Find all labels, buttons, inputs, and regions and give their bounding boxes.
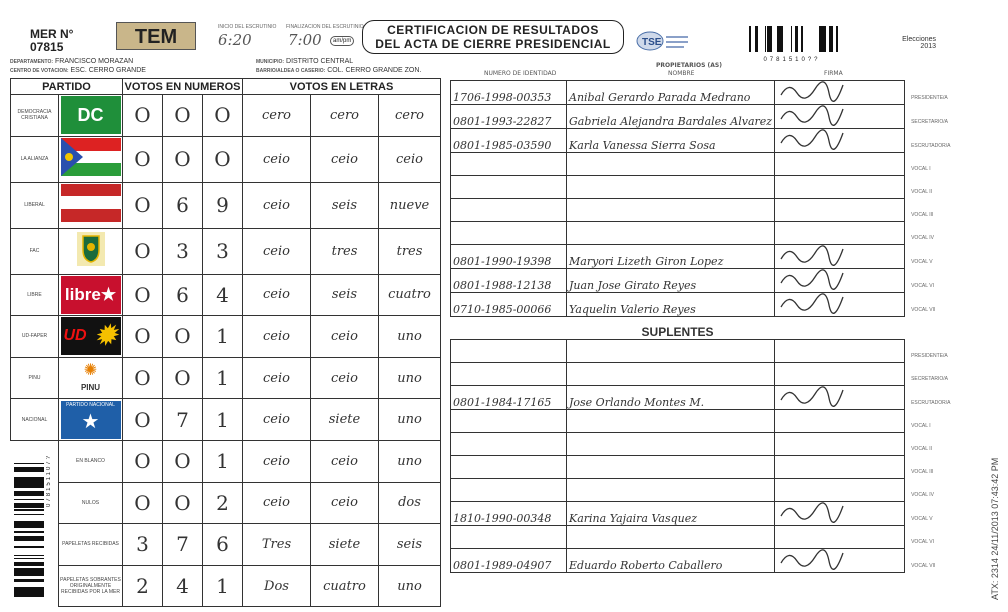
barrio-value: COL. CERRO GRANDE ZON.: [327, 67, 422, 74]
signature-mark-icon: [777, 386, 847, 406]
mer-label: MER N°: [30, 27, 74, 41]
vote-digit: O: [163, 136, 203, 182]
votes-table: [10, 78, 441, 607]
vote-digit: 1: [203, 357, 243, 399]
member-name: [567, 456, 775, 479]
vote-word: ceio: [243, 440, 311, 482]
member-role: VOCAL VII: [911, 562, 936, 569]
member-role: VOCAL IV: [911, 491, 934, 498]
vote-digit: 2: [203, 482, 243, 524]
member-name: Yaquelin Valerio Reyes: [567, 293, 775, 317]
member-name: Karina Yajaira Vasquez: [567, 502, 775, 526]
role-cell: [905, 433, 933, 456]
party-name: PINU: [11, 357, 59, 399]
member-role: VOCAL VI: [911, 282, 934, 289]
vote-word: cuatro: [311, 565, 379, 607]
vote-word: cero: [379, 95, 441, 137]
member-row: [451, 81, 910, 105]
member-row: [451, 105, 910, 129]
member-id: 0710-1985-00066: [451, 293, 567, 317]
vote-word: uno: [379, 565, 441, 607]
member-id: [451, 456, 567, 479]
role-cell: [905, 245, 933, 269]
party-row: [11, 357, 441, 399]
vote-word: siete: [311, 524, 379, 566]
member-name: [567, 479, 775, 502]
member-signature: [775, 340, 905, 363]
department-line: DEPARTAMENTO: FRANCISCO MORAZAN: [10, 58, 134, 65]
liberal-flag-icon: [61, 184, 121, 222]
start-time: 6:20: [218, 31, 252, 49]
signature-label: FIRMA: [824, 70, 843, 77]
letras-header: VOTOS EN LETRAS: [243, 79, 441, 95]
member-role: ESCRUTADOR/A: [911, 399, 951, 406]
vote-digit: 9: [203, 182, 243, 228]
suplentes-row: [451, 317, 910, 340]
party-name: LIBERAL: [11, 182, 59, 228]
role-cell: [905, 502, 933, 526]
center-line: CENTRO DE VOTACION: ESC. CERRO GRANDE: [10, 67, 146, 74]
member-row: [451, 199, 910, 222]
total-name: PAPELETAS RECIBIDAS: [59, 524, 123, 566]
member-name: [567, 199, 775, 222]
end-time: 7:00: [288, 31, 322, 49]
member-name: Maryori Lizeth Giron Lopez: [567, 245, 775, 269]
member-signature: [775, 129, 905, 153]
vote-word: Tres: [243, 524, 311, 566]
signature-mark-icon: [777, 81, 847, 101]
role-cell: [905, 153, 931, 176]
member-signature: [775, 479, 905, 502]
member-row: [451, 386, 910, 410]
vote-digit: O: [123, 440, 163, 482]
role-cell: [905, 129, 951, 153]
tem-badge: TEM: [116, 22, 196, 50]
signature-mark-icon: [777, 269, 847, 289]
member-row: [451, 433, 910, 456]
tse-logo-icon: [636, 30, 690, 52]
member-row: [451, 340, 910, 363]
vote-digit: O: [203, 136, 243, 182]
member-id: [451, 199, 567, 222]
member-role: VOCAL IV: [911, 234, 934, 241]
member-row: [451, 176, 910, 199]
member-role: VOCAL I: [911, 165, 931, 172]
vote-word: tres: [311, 228, 379, 274]
vote-digit: O: [123, 482, 163, 524]
vote-digit: 1: [203, 440, 243, 482]
member-row: [451, 245, 910, 269]
title-line-2: DEL ACTA DE CIERRE PRESIDENCIAL: [375, 37, 611, 51]
total-name: NULOS: [59, 482, 123, 524]
party-logo: [59, 316, 123, 358]
svg-text:TSE: TSE: [642, 37, 662, 48]
member-signature: [775, 502, 905, 526]
end-time-label: FINALIZACION DEL ESCRUTINIO: [286, 24, 364, 30]
signature-mark-icon: [777, 549, 847, 569]
role-cell: [905, 199, 934, 222]
vote-digit: 3: [163, 228, 203, 274]
member-name: [567, 222, 775, 245]
member-signature: [775, 153, 905, 176]
party-name: LIBRE: [11, 274, 59, 316]
vote-digit: 7: [163, 399, 203, 441]
member-name: Gabriela Alejandra Bardales Alvarez: [567, 105, 775, 129]
member-signature: [775, 526, 905, 549]
member-id: 1810-1990-00348: [451, 502, 567, 526]
department-value: FRANCISCO MORAZAN: [55, 58, 134, 65]
vote-digit: 1: [203, 565, 243, 607]
municipality-value: DISTRITO CENTRAL: [286, 58, 354, 65]
party-logo: [59, 274, 123, 316]
member-id: [451, 363, 567, 386]
vote-word: seis: [311, 182, 379, 228]
total-row: [11, 524, 441, 566]
member-id: 0801-1988-12138: [451, 269, 567, 293]
role-cell: [905, 549, 936, 573]
role-cell: [905, 176, 933, 199]
total-name: PAPELETAS SOBRANTES ORIGINALMENTE RECIBIDAS POR LA MER: [59, 565, 123, 607]
vote-word: ceio: [243, 482, 311, 524]
vote-word: uno: [379, 316, 441, 358]
vote-word: ceio: [243, 357, 311, 399]
member-role: VOCAL III: [911, 468, 934, 475]
role-cell: [905, 410, 931, 433]
ud-logo-icon: UD ✹: [61, 317, 121, 355]
member-id: [451, 340, 567, 363]
party-logo: [59, 182, 123, 228]
suplentes-label: SUPLENTES: [451, 317, 905, 340]
signature-mark-icon: [777, 245, 847, 265]
vote-word: ceio: [243, 228, 311, 274]
member-name: [567, 433, 775, 456]
vote-digit: 1: [203, 399, 243, 441]
role-cell: [905, 386, 951, 410]
member-signature: [775, 269, 905, 293]
member-signature: [775, 433, 905, 456]
vote-word: ceio: [243, 182, 311, 228]
member-row: [451, 363, 910, 386]
member-signature: [775, 363, 905, 386]
party-name: UD-FAPER: [11, 316, 59, 358]
member-id: 0801-1993-22827: [451, 105, 567, 129]
vote-word: uno: [379, 357, 441, 399]
vote-word: ceio: [311, 482, 379, 524]
vote-digit: 2: [123, 565, 163, 607]
party-logo: [59, 95, 123, 137]
member-id: 0801-1984-17165: [451, 386, 567, 410]
owners-label: PROPIETARIOS (AS): [656, 62, 722, 69]
vote-word: Dos: [243, 565, 311, 607]
vote-word: dos: [379, 482, 441, 524]
member-signature: [775, 199, 905, 222]
id-column-label: NUMERO DE IDENTIDAD: [484, 70, 557, 77]
member-name: Eduardo Roberto Caballero: [567, 549, 775, 573]
vote-digit: O: [163, 440, 203, 482]
member-name: [567, 176, 775, 199]
vote-digit: 6: [163, 274, 203, 316]
total-row: [11, 440, 441, 482]
barrio-line: BARRIO/ALDEA O CASERIO: COL. CERRO GRANDE ZON.: [256, 67, 422, 74]
vote-word: ceio: [243, 316, 311, 358]
fac-shield-icon: [61, 230, 121, 268]
pinu-logo-icon: ✺ PINU: [61, 359, 121, 397]
elections-logo: [886, 36, 936, 60]
member-signature: [775, 456, 905, 479]
signature-mark-icon: [777, 105, 847, 125]
role-cell: [905, 269, 934, 293]
alianza-flag-icon: [61, 138, 121, 176]
vote-digit: O: [123, 182, 163, 228]
party-name: DEMOCRACIA CRISTIANA: [11, 95, 59, 137]
role-cell: [905, 479, 934, 502]
member-role: PRESIDENTE/A: [911, 352, 948, 359]
role-cell: [905, 293, 936, 317]
party-name: FAC: [11, 228, 59, 274]
partido-header: PARTIDO: [11, 79, 123, 95]
member-id: 1706-1998-00353: [451, 81, 567, 105]
vote-digit: 6: [203, 524, 243, 566]
member-role: VOCAL V: [911, 515, 933, 522]
numeros-header: VOTOS EN NUMEROS: [123, 79, 243, 95]
vote-word: cero: [311, 95, 379, 137]
member-row: [451, 410, 910, 433]
member-signature: [775, 410, 905, 433]
vote-digit: O: [123, 274, 163, 316]
vote-word: uno: [379, 399, 441, 441]
libre-logo-icon: libre★: [61, 276, 121, 314]
vote-word: uno: [379, 440, 441, 482]
member-name: Juan Jose Girato Reyes: [567, 269, 775, 293]
member-row: [451, 269, 910, 293]
member-name: Karla Vanessa Sierra Sosa: [567, 129, 775, 153]
member-row: [451, 129, 910, 153]
barcode-top-icon: [744, 26, 840, 63]
side-barcode-number: 078151107?: [46, 454, 52, 507]
party-row: [11, 399, 441, 441]
member-row: [451, 526, 910, 549]
party-row: [11, 316, 441, 358]
party-logo: [59, 357, 123, 399]
party-row: [11, 228, 441, 274]
vote-digit: 7: [163, 524, 203, 566]
vote-digit: O: [123, 228, 163, 274]
member-id: [451, 526, 567, 549]
member-id: [451, 222, 567, 245]
member-name: Jose Orlando Montes M.: [567, 386, 775, 410]
vote-digit: 1: [203, 316, 243, 358]
elections-year: Elecciones 2013: [902, 36, 936, 50]
votes-table-header: [11, 79, 441, 95]
member-id: [451, 176, 567, 199]
member-role: ESCRUTADOR/A: [911, 142, 951, 149]
party-logo: [59, 399, 123, 441]
member-signature: [775, 386, 905, 410]
member-role: VOCAL VII: [911, 306, 936, 313]
member-row: [451, 222, 910, 245]
role-cell: [905, 222, 934, 245]
member-id: [451, 153, 567, 176]
municipality-line: MUNICIPIO: DISTRITO CENTRAL: [256, 58, 354, 65]
member-id: 0801-1990-19398: [451, 245, 567, 269]
member-role: VOCAL II: [911, 445, 933, 452]
vote-digit: O: [163, 316, 203, 358]
member-role: VOCAL VI: [911, 538, 934, 545]
start-time-label: INICIO DEL ESCRUTINIO: [218, 24, 277, 30]
member-row: [451, 502, 910, 526]
member-signature: [775, 176, 905, 199]
vote-word: cuatro: [379, 274, 441, 316]
nacional-logo-icon: PARTIDO NACIONAL ★: [61, 401, 121, 439]
member-signature: [775, 105, 905, 129]
vote-word: tres: [379, 228, 441, 274]
member-row: [451, 456, 910, 479]
member-role: SECRETARIO/A: [911, 375, 948, 382]
member-id: [451, 479, 567, 502]
vote-digit: O: [163, 357, 203, 399]
member-id: 0801-1985-03590: [451, 129, 567, 153]
timestamp-stamp: ATX: 2314 24/11/2013 07:43:42 PM: [990, 457, 1000, 600]
owners-name-label: NOMBRE: [668, 70, 695, 77]
member-signature: [775, 81, 905, 105]
party-logo: [59, 228, 123, 274]
member-role: VOCAL III: [911, 211, 934, 218]
vote-digit: O: [203, 95, 243, 137]
signature-mark-icon: [777, 129, 847, 149]
vote-digit: O: [123, 357, 163, 399]
vote-word: seis: [379, 524, 441, 566]
vote-digit: 6: [163, 182, 203, 228]
party-logo: [59, 136, 123, 182]
member-signature: [775, 245, 905, 269]
members-table: [450, 80, 951, 573]
party-row: [11, 136, 441, 182]
member-role: VOCAL I: [911, 422, 931, 429]
vote-digit: O: [123, 316, 163, 358]
member-role: VOCAL V: [911, 258, 933, 265]
party-name: NACIONAL: [11, 399, 59, 441]
member-role: SECRETARIO/A: [911, 118, 948, 125]
vote-digit: O: [123, 399, 163, 441]
member-name: [567, 526, 775, 549]
title-line-1: CERTIFICACION DE RESULTADOS: [387, 23, 599, 37]
member-signature: [775, 293, 905, 317]
party-name: LA ALIANZA: [11, 136, 59, 182]
member-row: [451, 153, 910, 176]
member-id: [451, 410, 567, 433]
member-role: PRESIDENTE/A: [911, 94, 948, 101]
member-row: [451, 479, 910, 502]
signature-mark-icon: [777, 293, 847, 313]
vote-word: cero: [243, 95, 311, 137]
vote-digit: 4: [163, 565, 203, 607]
vote-word: ceio: [311, 316, 379, 358]
dc-logo-icon: DC: [61, 96, 121, 134]
vote-digit: 4: [203, 274, 243, 316]
vote-word: ceio: [243, 274, 311, 316]
vote-word: ceio: [243, 136, 311, 182]
member-id: [451, 433, 567, 456]
center-value: ESC. CERRO GRANDE: [70, 67, 146, 74]
role-cell: [905, 81, 948, 105]
role-cell: [905, 456, 934, 479]
vote-digit: 3: [123, 524, 163, 566]
document-title: [362, 20, 624, 54]
role-cell: [905, 340, 948, 363]
member-name: Anibal Gerardo Parada Medrano: [567, 81, 775, 105]
party-row: [11, 274, 441, 316]
member-name: [567, 410, 775, 433]
vote-digit: O: [123, 136, 163, 182]
member-id: 0801-1989-04907: [451, 549, 567, 573]
role-cell: [905, 363, 948, 386]
vote-word: ceio: [311, 357, 379, 399]
vote-word: ceio: [311, 440, 379, 482]
signature-mark-icon: [777, 502, 847, 522]
vote-digit: O: [163, 95, 203, 137]
vote-word: ceio: [311, 136, 379, 182]
party-row: [11, 95, 441, 137]
member-signature: [775, 549, 905, 573]
member-name: [567, 153, 775, 176]
member-name: [567, 340, 775, 363]
mer-number: 07815: [30, 40, 64, 54]
ampm-marker: am/pm: [330, 36, 354, 46]
role-cell: [905, 105, 948, 129]
member-row: [451, 293, 910, 317]
vote-digit: O: [163, 482, 203, 524]
vote-word: siete: [311, 399, 379, 441]
barcode-number: 0781510??: [763, 57, 821, 63]
vote-word: seis: [311, 274, 379, 316]
member-signature: [775, 222, 905, 245]
vote-digit: O: [123, 95, 163, 137]
total-row: [11, 482, 441, 524]
vote-word: ceio: [379, 136, 441, 182]
member-role: VOCAL II: [911, 188, 933, 195]
vote-word: nueve: [379, 182, 441, 228]
member-row: [451, 549, 910, 573]
member-name: [567, 363, 775, 386]
vote-digit: 3: [203, 228, 243, 274]
total-name: EN BLANCO: [59, 440, 123, 482]
vote-word: ceio: [243, 399, 311, 441]
role-cell: [905, 526, 934, 549]
total-row: [11, 565, 441, 607]
party-row: [11, 182, 441, 228]
